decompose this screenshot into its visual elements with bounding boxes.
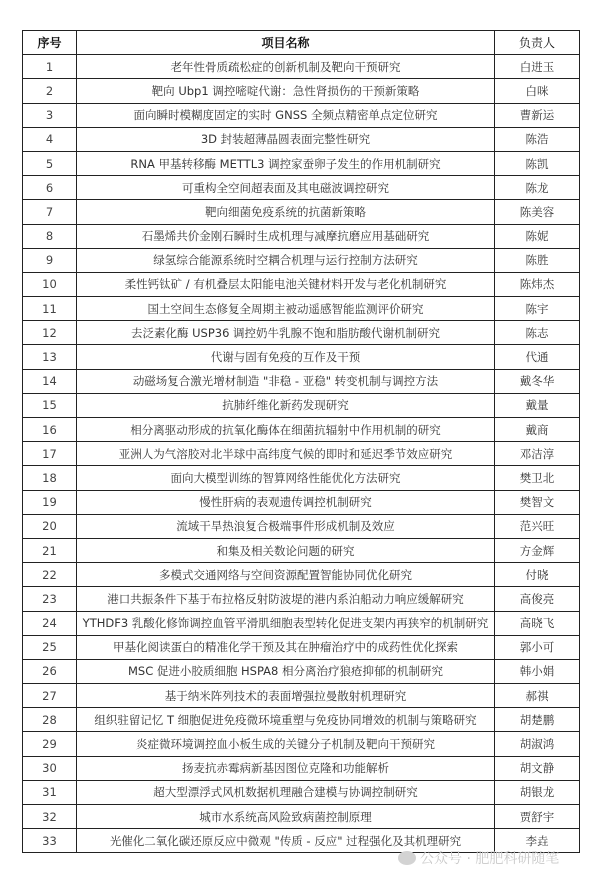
cell-project: 甲基化阅读蛋白的精准化学干预及其在肿瘤治疗中的成药性优化探索: [77, 635, 495, 659]
cell-person: 陈美容: [495, 200, 580, 224]
cell-project: 超大型漂浮式风机数据机理融合建模与协调控制研究: [77, 780, 495, 804]
cell-index: 9: [23, 248, 77, 272]
cell-project: 面向瞬时模糊度固定的实时 GNSS 全频点精密单点定位研究: [77, 103, 495, 127]
cell-person: 郝祺: [495, 684, 580, 708]
table-header-row: [23, 31, 580, 55]
cell-project: MSC 促进小胶质细胞 HSPA8 相分离治疗狼疮抑郁的机制研究: [77, 659, 495, 683]
table-row: [23, 272, 580, 296]
cell-index: 24: [23, 611, 77, 635]
cell-person: 陈志: [495, 321, 580, 345]
cell-index: 1: [23, 55, 77, 79]
cell-index: 5: [23, 151, 77, 175]
cell-project: 城市水系统高风险致病菌控制原理: [77, 805, 495, 829]
cell-project: 光催化二氧化碳还原反应中微观 "传质 - 反应" 过程强化及其机理研究: [77, 829, 495, 853]
cell-person: 胡文静: [495, 756, 580, 780]
cell-person: 陈炜杰: [495, 272, 580, 296]
table-row: [23, 805, 580, 829]
cell-project: 和集及相关数论问题的研究: [77, 538, 495, 562]
table-row: [23, 659, 580, 683]
cell-index: 19: [23, 490, 77, 514]
cell-project: 靶向 Ubp1 调控嘧啶代谢：急性肾损伤的干预新策略: [77, 79, 495, 103]
cell-index: 33: [23, 829, 77, 853]
cell-project: 多模式交通网络与空间资源配置智能协同优化研究: [77, 563, 495, 587]
cell-person: 郭小可: [495, 635, 580, 659]
cell-project: 柔性钙钛矿 / 有机叠层太阳能电池关键材料开发与老化机制研究: [77, 272, 495, 296]
cell-person: 范兴旺: [495, 514, 580, 538]
table-row: [23, 393, 580, 417]
cell-index: 13: [23, 345, 77, 369]
table-row: [23, 103, 580, 127]
table-row: [23, 514, 580, 538]
cell-index: 17: [23, 442, 77, 466]
cell-index: 28: [23, 708, 77, 732]
cell-project: 3D 封装超薄晶圆表面完整性研究: [77, 127, 495, 151]
wechat-icon: [398, 851, 416, 865]
project-table: [22, 30, 580, 853]
cell-index: 32: [23, 805, 77, 829]
cell-person: 戴量: [495, 393, 580, 417]
cell-person: 韩小娟: [495, 659, 580, 683]
table-row: [23, 79, 580, 103]
cell-project: 去泛素化酶 USP36 调控奶牛乳腺不饱和脂肪酸代谢机制研究: [77, 321, 495, 345]
watermark: [398, 848, 559, 868]
cell-index: 3: [23, 103, 77, 127]
table-row: [23, 55, 580, 79]
cell-person: 樊智文: [495, 490, 580, 514]
header-index: 序号: [23, 31, 77, 55]
table-row: [23, 587, 580, 611]
table-row: [23, 442, 580, 466]
cell-person: 胡楚鹏: [495, 708, 580, 732]
cell-project: 石墨烯共价金刚石瞬时生成机理与减摩抗磨应用基础研究: [77, 224, 495, 248]
table-row: [23, 176, 580, 200]
cell-person: 曹新运: [495, 103, 580, 127]
cell-person: 白咪: [495, 79, 580, 103]
header-person: 负责人: [495, 31, 580, 55]
cell-person: 贾舒宇: [495, 805, 580, 829]
cell-person: 陈浩: [495, 127, 580, 151]
cell-index: 26: [23, 659, 77, 683]
cell-person: 陈龙: [495, 176, 580, 200]
table-row: [23, 297, 580, 321]
cell-project: 相分离驱动形成的抗氧化酶体在细菌抗辐射中作用机制的研究: [77, 418, 495, 442]
cell-index: 8: [23, 224, 77, 248]
cell-person: 陈胜: [495, 248, 580, 272]
cell-person: 陈宇: [495, 297, 580, 321]
cell-person: 邓洁淳: [495, 442, 580, 466]
cell-person: 白进玉: [495, 55, 580, 79]
cell-index: 23: [23, 587, 77, 611]
watermark-text: 公众号 · 肥肥科研随笔: [420, 851, 560, 867]
cell-index: 30: [23, 756, 77, 780]
cell-index: 18: [23, 466, 77, 490]
table-row: [23, 708, 580, 732]
cell-index: 31: [23, 780, 77, 804]
cell-project: 绿氢综合能源系统时空耦合机理与运行控制方法研究: [77, 248, 495, 272]
table-row: [23, 490, 580, 514]
cell-project: 流域干旱热浪复合极端事件形成机制及效应: [77, 514, 495, 538]
table-row: [23, 321, 580, 345]
cell-index: 2: [23, 79, 77, 103]
cell-index: 11: [23, 297, 77, 321]
cell-person: 方金辉: [495, 538, 580, 562]
cell-index: 27: [23, 684, 77, 708]
cell-index: 15: [23, 393, 77, 417]
cell-index: 4: [23, 127, 77, 151]
cell-project: 动磁场复合激光增材制造 "非稳 - 亚稳" 转变机制与调控方法: [77, 369, 495, 393]
cell-person: 陈凯: [495, 151, 580, 175]
table-row: [23, 466, 580, 490]
table-row: [23, 756, 580, 780]
table-row: [23, 224, 580, 248]
cell-index: 21: [23, 538, 77, 562]
cell-index: 12: [23, 321, 77, 345]
cell-person: 陈妮: [495, 224, 580, 248]
cell-project: 亚洲人为气溶胶对北半球中高纬度气候的即时和延迟季节效应研究: [77, 442, 495, 466]
cell-project: 港口共振条件下基于布拉格反射防波堤的港内系泊船动力响应缓解研究: [77, 587, 495, 611]
cell-person: 戴商: [495, 418, 580, 442]
cell-project: 组织驻留记忆 T 细胞促进免疫微环境重塑与免疫协同增效的机制与策略研究: [77, 708, 495, 732]
cell-project: 靶向细菌免疫系统的抗菌新策略: [77, 200, 495, 224]
table-row: [23, 248, 580, 272]
table-row: [23, 780, 580, 804]
cell-person: 胡淑鸿: [495, 732, 580, 756]
header-project: 项目名称: [77, 31, 495, 55]
cell-project: 扬麦抗赤霉病新基因图位克隆和功能解析: [77, 756, 495, 780]
cell-person: 高晓飞: [495, 611, 580, 635]
cell-project: 代谢与固有免疫的互作及干预: [77, 345, 495, 369]
cell-index: 25: [23, 635, 77, 659]
cell-project: 老年性骨质疏松症的创新机制及靶向干预研究: [77, 55, 495, 79]
table-row: [23, 151, 580, 175]
cell-project: 可重构全空间超表面及其电磁波调控研究: [77, 176, 495, 200]
table-row: [23, 127, 580, 151]
cell-index: 29: [23, 732, 77, 756]
table-row: [23, 611, 580, 635]
table-row: [23, 684, 580, 708]
table-row: [23, 563, 580, 587]
cell-index: 10: [23, 272, 77, 296]
table-row: [23, 635, 580, 659]
cell-project: 慢性肝病的表观遗传调控机制研究: [77, 490, 495, 514]
cell-index: 6: [23, 176, 77, 200]
cell-project: 抗肺纤维化新药发现研究: [77, 393, 495, 417]
cell-project: 面向大模型训练的智算网络性能优化方法研究: [77, 466, 495, 490]
table-row: [23, 732, 580, 756]
cell-project: 炎症微环境调控血小板生成的关键分子机制及靶向干预研究: [77, 732, 495, 756]
cell-person: 代通: [495, 345, 580, 369]
cell-index: 20: [23, 514, 77, 538]
cell-index: 14: [23, 369, 77, 393]
cell-person: 樊卫北: [495, 466, 580, 490]
table-row: [23, 345, 580, 369]
table-row: [23, 369, 580, 393]
cell-index: 16: [23, 418, 77, 442]
cell-project: YTHDF3 乳酸化修饰调控血管平滑肌细胞表型转化促进支架内再狭窄的机制研究: [77, 611, 495, 635]
cell-person: 李垚: [495, 829, 580, 853]
cell-index: 7: [23, 200, 77, 224]
cell-index: 22: [23, 563, 77, 587]
cell-person: 戴冬华: [495, 369, 580, 393]
cell-project: RNA 甲基转移酶 METTL3 调控家蚕卵子发生的作用机制研究: [77, 151, 495, 175]
cell-project: 国土空间生态修复全周期主被动遥感智能监测评价研究: [77, 297, 495, 321]
cell-project: 基于纳米阵列技术的表面增强拉曼散射机理研究: [77, 684, 495, 708]
table-row: [23, 538, 580, 562]
cell-person: 胡银龙: [495, 780, 580, 804]
table-row: [23, 418, 580, 442]
cell-person: 高俊亮: [495, 587, 580, 611]
cell-person: 付晓: [495, 563, 580, 587]
table-row: [23, 200, 580, 224]
